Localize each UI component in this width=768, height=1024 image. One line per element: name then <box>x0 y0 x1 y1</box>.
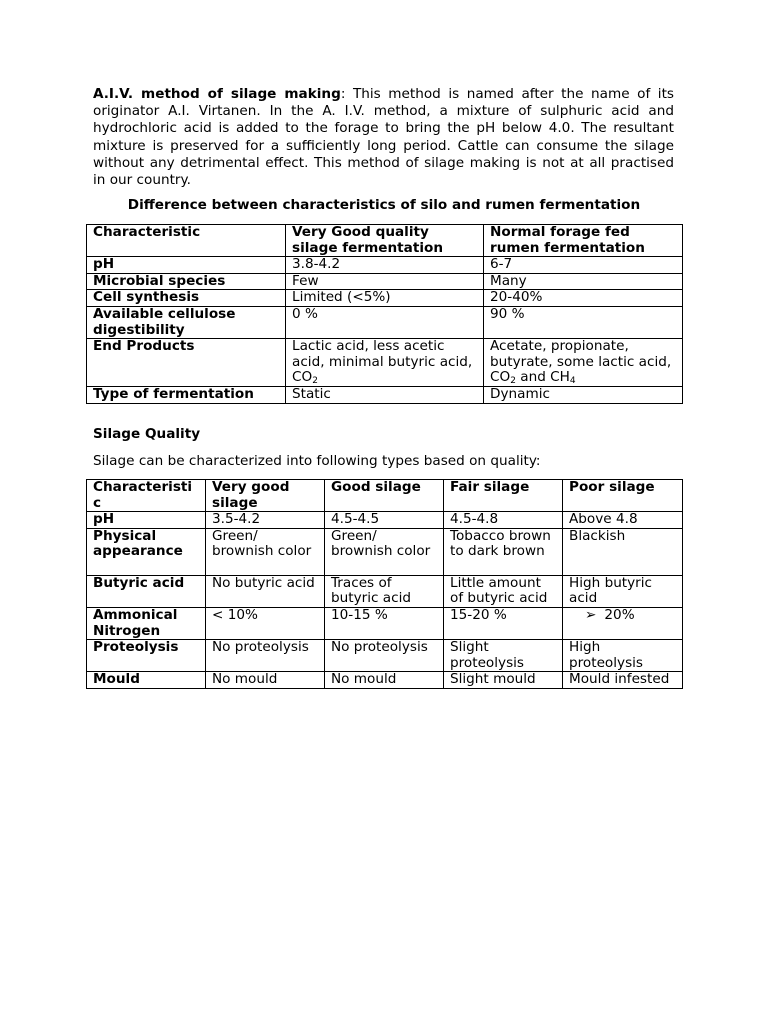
table-cell: High proteolysis <box>563 640 683 672</box>
header-cell: Poor silage <box>563 480 683 512</box>
table-cell: High butyric acid <box>563 575 683 607</box>
table-row <box>87 575 683 607</box>
table-cell: 4.5-4.8 <box>444 512 563 529</box>
table-cell: No butyric acid <box>206 575 325 607</box>
table-cell: Green/ brownish color <box>325 528 444 575</box>
table-cell: Limited (<5%) <box>286 290 484 307</box>
table-cell: 0 % <box>286 306 484 338</box>
arrow-bullet-icon: ➢ <box>585 607 597 623</box>
table-header-row <box>87 480 683 512</box>
subscript: 2 <box>510 376 516 387</box>
table-cell: 3.8-4.2 <box>286 257 484 274</box>
table-cell: 4.5-4.5 <box>325 512 444 529</box>
table-row <box>87 273 683 290</box>
table-cell: Green/ brownish color <box>206 528 325 575</box>
header-cell: Very good silage <box>206 480 325 512</box>
table-cell: No mould <box>325 672 444 689</box>
row-label: pH <box>87 257 286 274</box>
table-cell: Traces of butyric acid <box>325 575 444 607</box>
row-label: Cell synthesis <box>87 290 286 307</box>
paragraph-bold-lead: A.I.V. method of silage making <box>93 86 341 102</box>
table-row <box>87 386 683 403</box>
row-label: Microbial species <box>87 273 286 290</box>
table-cell <box>286 339 484 387</box>
header-cell: Good silage <box>325 480 444 512</box>
header-cell: Characteristic <box>87 225 286 257</box>
row-label: Physical appearance <box>87 528 206 575</box>
row-label: Proteolysis <box>87 640 206 672</box>
row-label: Mould <box>87 672 206 689</box>
table-row <box>87 306 683 338</box>
table-row <box>87 257 683 274</box>
silage-quality-table <box>86 479 683 689</box>
header-cell: Characteristi c <box>87 480 206 512</box>
table-cell <box>484 339 683 387</box>
table-cell: Few <box>286 273 484 290</box>
table-row <box>87 512 683 529</box>
table-header-row <box>87 225 683 257</box>
table1-title: Difference between characteristics of silo and rumen fermentation <box>127 197 641 213</box>
table-cell: Little amount of butyric acid <box>444 575 563 607</box>
silage-quality-intro: Silage can be characterized into following types based on quality: <box>93 453 541 469</box>
row-label: End Products <box>87 339 286 387</box>
table-cell: 3.5-4.2 <box>206 512 325 529</box>
table-cell: 6-7 <box>484 257 683 274</box>
fermentation-comparison-table <box>86 224 683 404</box>
subscript: 2 <box>312 376 318 387</box>
silage-quality-heading: Silage Quality <box>93 426 201 442</box>
header-cell: Normal forage fed rumen fermentation <box>484 225 683 257</box>
subscript: 4 <box>569 376 576 387</box>
table-cell: Static <box>286 386 484 403</box>
table-cell: No proteolysis <box>206 640 325 672</box>
header-cell: Fair silage <box>444 480 563 512</box>
cell-text: Acetate, propionate, butyrate, some lactic acid, CO <box>490 338 672 386</box>
table-cell: Slight mould <box>444 672 563 689</box>
table-row <box>87 528 683 575</box>
table-cell <box>563 607 683 639</box>
cell-text: 20% <box>604 607 635 623</box>
table-cell: Blackish <box>563 528 683 575</box>
table-cell: Many <box>484 273 683 290</box>
header-cell: Very Good quality silage fermentation <box>286 225 484 257</box>
cell-text: Lactic acid, less acetic acid, minimal butyric acid, CO <box>292 338 473 386</box>
table-cell: 90 % <box>484 306 683 338</box>
table-cell: < 10% <box>206 607 325 639</box>
table-cell: Slight proteolysis <box>444 640 563 672</box>
table-cell: 10-15 % <box>325 607 444 639</box>
row-label: pH <box>87 512 206 529</box>
table-row <box>87 607 683 639</box>
table-row <box>87 640 683 672</box>
table-row <box>87 339 683 387</box>
table-cell: 15-20 % <box>444 607 563 639</box>
row-label: Ammonical Nitrogen <box>87 607 206 639</box>
table-row <box>87 672 683 689</box>
cell-text: and CH <box>515 369 570 386</box>
paragraph-body: : This method is named after the name of its originator A.I. Virtanen. In the A. I.V. method, a mixture of sulphuric acid and hydrochloric acid is added to the forage to bring the pH below 4.0. The resultant mixture is preserved for a sufficiently long period. Cattle can consume the silage without any detrimental effect. This method of silage making is not at all practised in our country. <box>93 86 674 189</box>
table-cell: Tobacco brown to dark brown <box>444 528 563 575</box>
table-cell: Mould infested <box>563 672 683 689</box>
row-label: Type of fermentation <box>87 386 286 403</box>
row-label: Butyric acid <box>87 575 206 607</box>
table-cell: Above 4.8 <box>563 512 683 529</box>
table-cell: 20-40% <box>484 290 683 307</box>
table-cell: Dynamic <box>484 386 683 403</box>
intro-paragraph <box>93 86 674 189</box>
row-label: Available cellulose digestibility <box>87 306 286 338</box>
table-row <box>87 290 683 307</box>
table-cell: No proteolysis <box>325 640 444 672</box>
table-cell: No mould <box>206 672 325 689</box>
